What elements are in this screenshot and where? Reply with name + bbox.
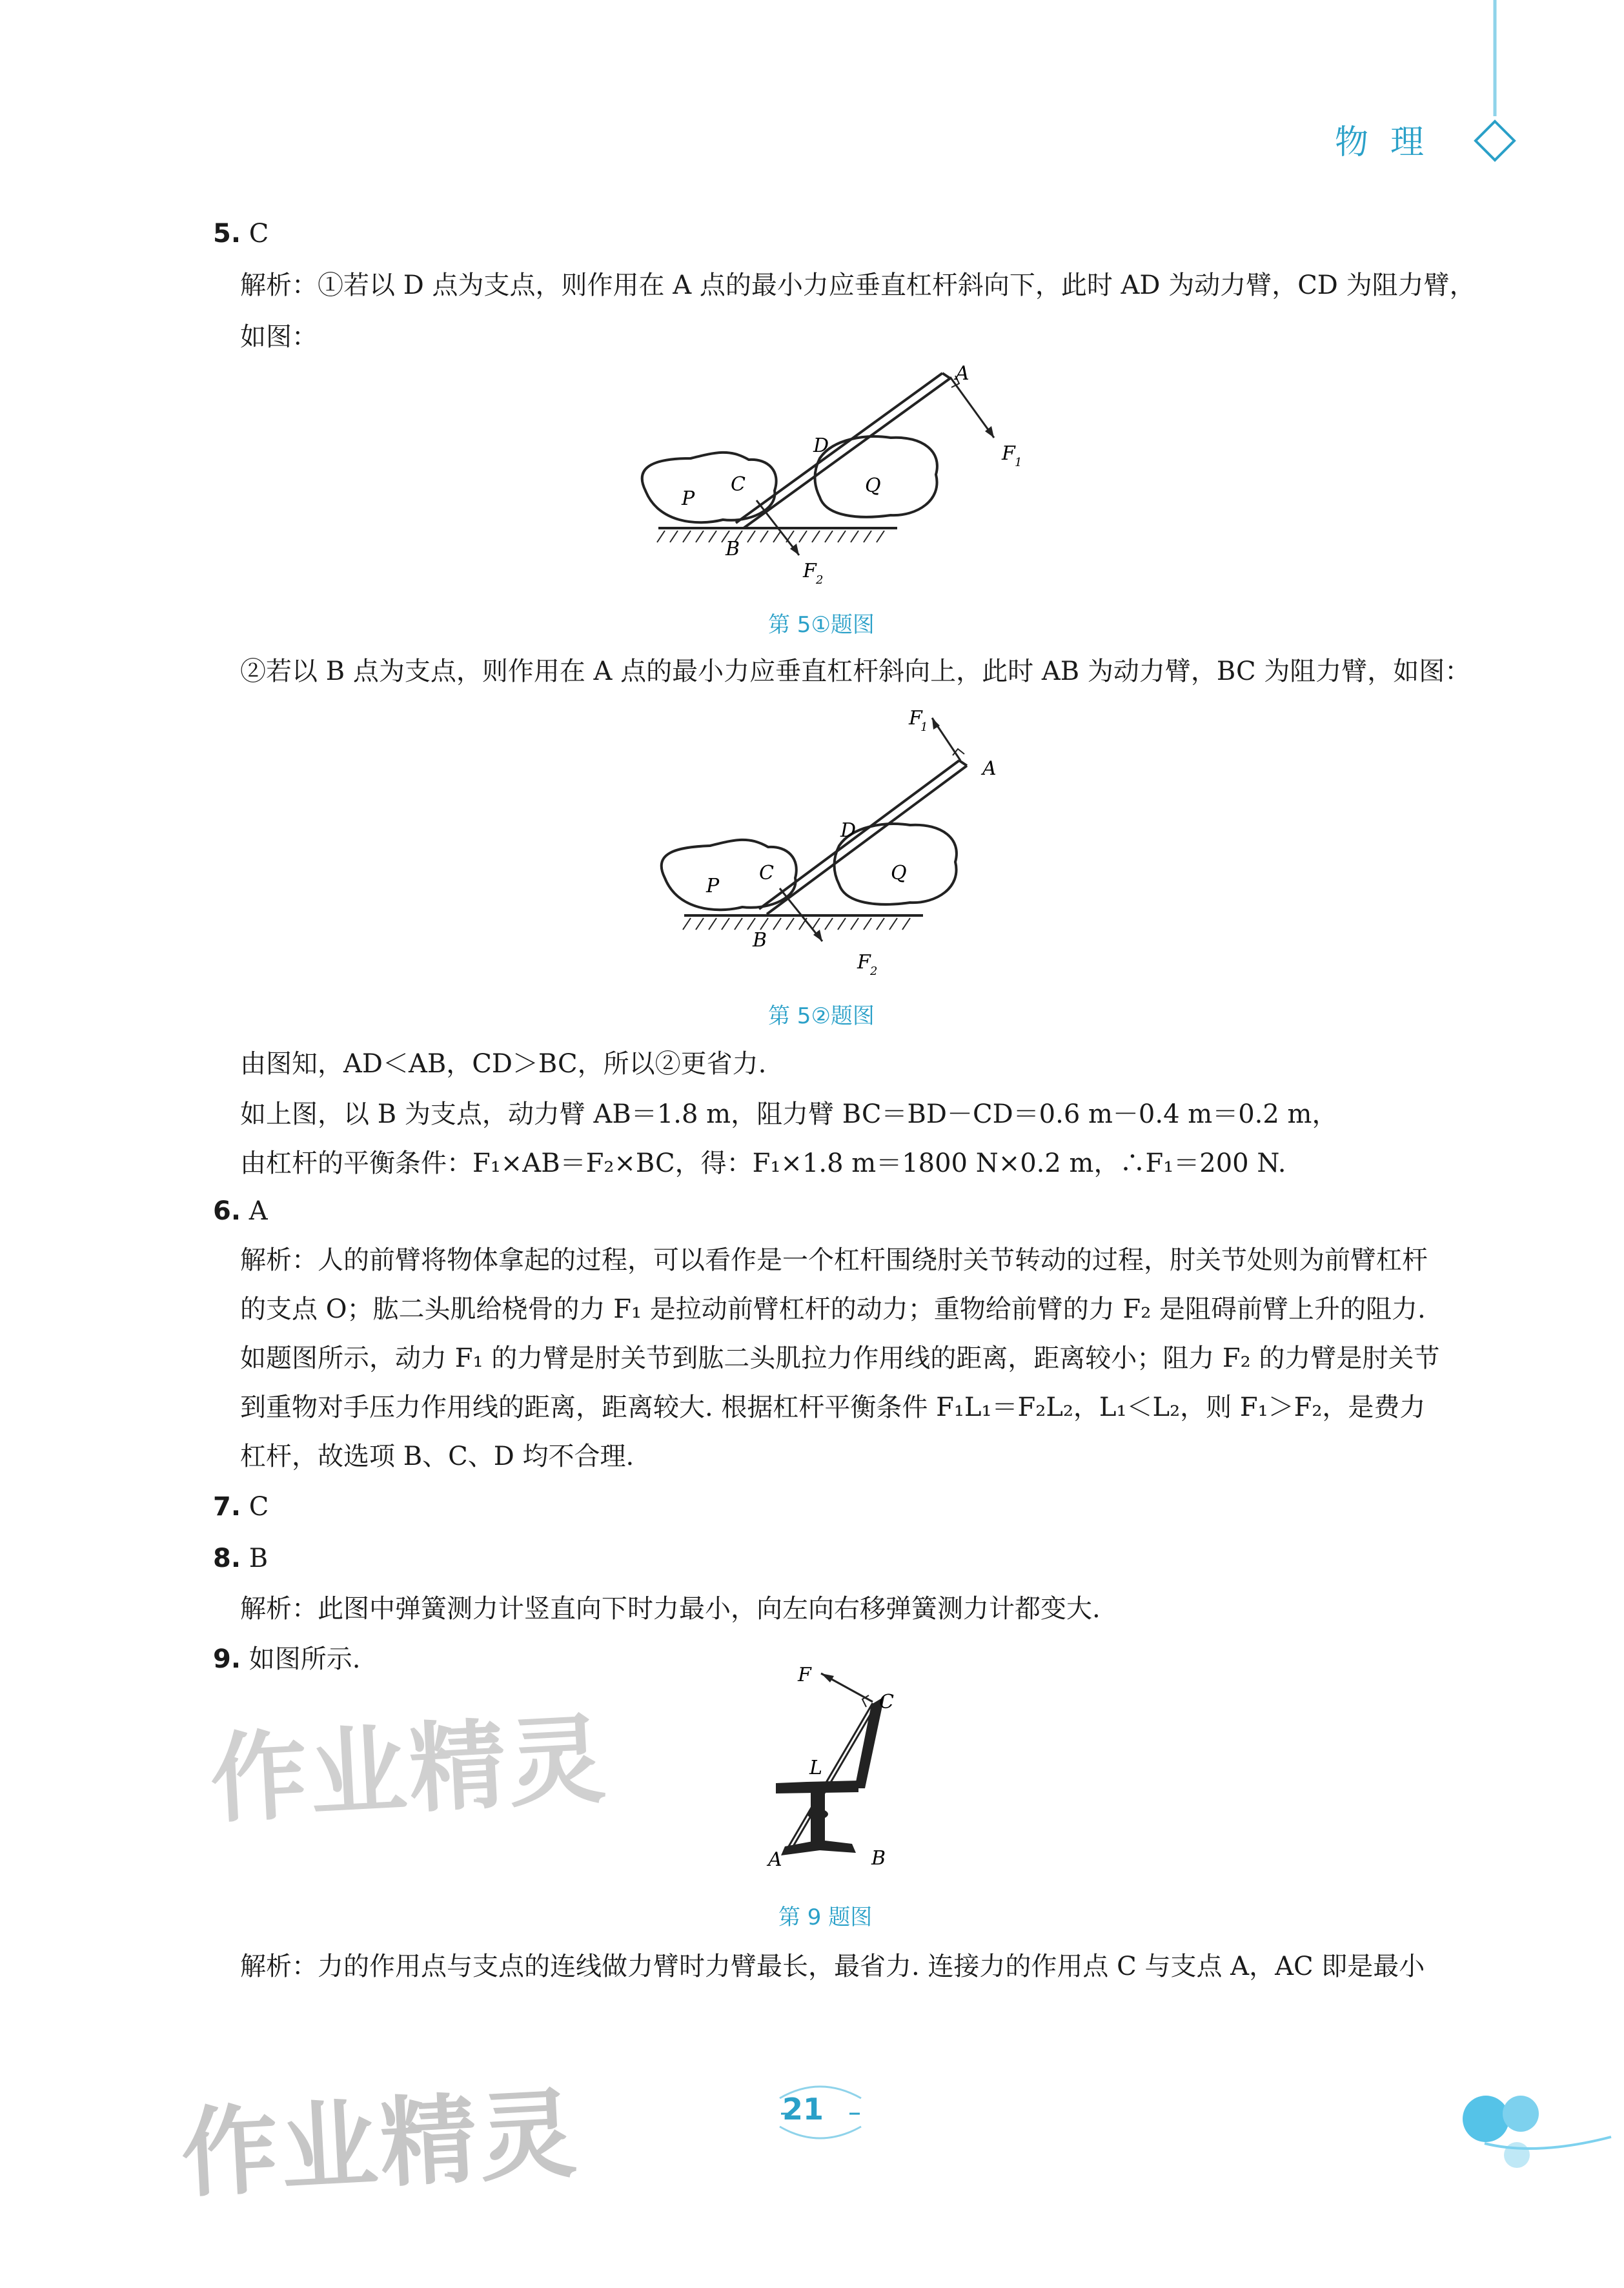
fig3-label-c: C (879, 1691, 894, 1713)
fig2-label-q: Q (891, 862, 907, 884)
fig1-label-q: Q (865, 475, 881, 497)
watermark-text: 作业精灵 (207, 1703, 611, 1837)
fig2-label-p: P (706, 875, 720, 897)
q7-heading (213, 1490, 269, 1524)
footer-bubbles-icon (1459, 2079, 1614, 2195)
subject-title: 物理 (1335, 123, 1446, 162)
q6-explanation-1: 解析：人的前臂将物体拿起的过程，可以看作是一个杠杆围绕肘关节转动的过程，肘关节处则为前臂杠杆 (240, 1245, 1428, 1275)
q9-heading (213, 1642, 360, 1676)
fig1-label-d: D (813, 434, 829, 457)
q5-explanation-4: 由图知，AD＜AB，CD＞BC，所以②更省力. (240, 1049, 767, 1079)
q9-number: 9. (213, 1644, 241, 1674)
fig1-caption: 第 5①题图 (768, 612, 875, 638)
q5-explanation-6: 由杠杆的平衡条件：F₁×AB＝F₂×BC，得：F₁×1.8 m＝1800 N×0.2 m，∴F₁＝200 N. (240, 1149, 1286, 1178)
q7-number: 7. (213, 1492, 241, 1522)
fig1-label-p: P (682, 487, 695, 510)
fig3-label-l: L (809, 1757, 822, 1779)
fig3-label-a: A (768, 1848, 782, 1871)
lever-figure-5-1 (620, 362, 1046, 600)
q5-answer: C (249, 219, 269, 249)
lever-figure-5-2 (645, 704, 1071, 975)
fig1-label-c: C (731, 473, 746, 496)
watermark-text: 作业精灵 (178, 2078, 582, 2211)
fig2-label-f1: F (909, 707, 922, 730)
fig1-label-f2: F (803, 560, 817, 582)
q5-explanation-2: 如图： (240, 322, 318, 352)
fig2-label-d: D (840, 819, 857, 842)
q5-explanation-5: 如上图，以 B 为支点，动力臂 AB＝1.8 m，阻力臂 BC＝BD－CD＝0.6 m－0.4 m＝0.2 m， (240, 1099, 1338, 1129)
q5-heading (213, 217, 269, 250)
q6-explanation-4: 到重物对手压力作用线的距离，距离较大. 根据杠杆平衡条件 F₁L₁＝F₂L₂，L₁＜L₂，则 F₁＞F₂，是费力 (240, 1393, 1426, 1422)
q9-explanation-1: 解析：力的作用点与支点的连线做力臂时力臂最长，最省力. 连接力的作用点 C 与支点 A，AC 即是最小 (240, 1952, 1425, 1981)
q5-explanation-1: 解析：①若以 D 点为支点，则作用在 A 点的最小力应垂直杠杆斜向下，此时 AD 为动力臂，CD 为阻力臂， (240, 271, 1476, 300)
fig2-label-b: B (753, 929, 767, 952)
fig1-label-f2-sub: 2 (816, 573, 824, 587)
fig2-caption: 第 5②题图 (768, 1003, 875, 1029)
q5-explanation-3: ②若以 B 点为支点，则作用在 A 点的最小力应垂直杠杆斜向上，此时 AB 为动力臂，BC 为阻力臂，如图： (240, 657, 1471, 686)
q6-explanation-2: 的支点 O；肱二头肌给桡骨的力 F₁ 是拉动前臂杠杆的动力；重物给前臂的力 F₂ 是阻碍前臂上升的阻力. (240, 1294, 1426, 1324)
q6-number: 6. (213, 1196, 241, 1226)
q6-answer: A (249, 1196, 268, 1226)
fig1-label-f1-sub: 1 (1015, 456, 1022, 469)
header-diamond-icon (1459, 0, 1536, 168)
chair-figure-9 (762, 1659, 942, 1885)
fig2-label-f2-sub: 2 (870, 965, 878, 975)
q8-answer: B (249, 1544, 269, 1573)
fig1-label-a: A (955, 362, 969, 385)
q9-answer: 如图所示. (249, 1644, 361, 1674)
q6-heading (213, 1194, 268, 1228)
fig1-label-b: B (726, 538, 740, 560)
q6-explanation-5: 杠杆，故选项 B、C、D 均不合理. (240, 1442, 634, 1471)
fig2-label-a: A (982, 757, 997, 780)
q8-number: 8. (213, 1544, 241, 1573)
fig1-label-f1: F (1002, 442, 1015, 465)
fig3-label-b: B (871, 1847, 886, 1870)
fig2-label-f1-sub: 1 (920, 720, 928, 734)
fig2-label-f2: F (857, 951, 871, 974)
fig2-label-c: C (759, 862, 774, 884)
q8-explanation-1: 解析：此图中弹簧测力计竖直向下时力最小，向左向右移弹簧测力计都变大. (240, 1594, 1101, 1624)
fig3-label-f: F (798, 1664, 811, 1686)
fig3-caption: 第 9 题图 (778, 1905, 873, 1930)
q7-answer: C (249, 1492, 269, 1522)
q5-number: 5. (213, 219, 241, 249)
page-number: 21 (782, 2092, 824, 2127)
q8-heading (213, 1542, 268, 1575)
q6-explanation-3: 如题图所示，动力 F₁ 的力臂是肘关节到肱二头肌拉力作用线的距离，距离较小；阻力 F₂ 的力臂是肘关节 (240, 1343, 1440, 1373)
